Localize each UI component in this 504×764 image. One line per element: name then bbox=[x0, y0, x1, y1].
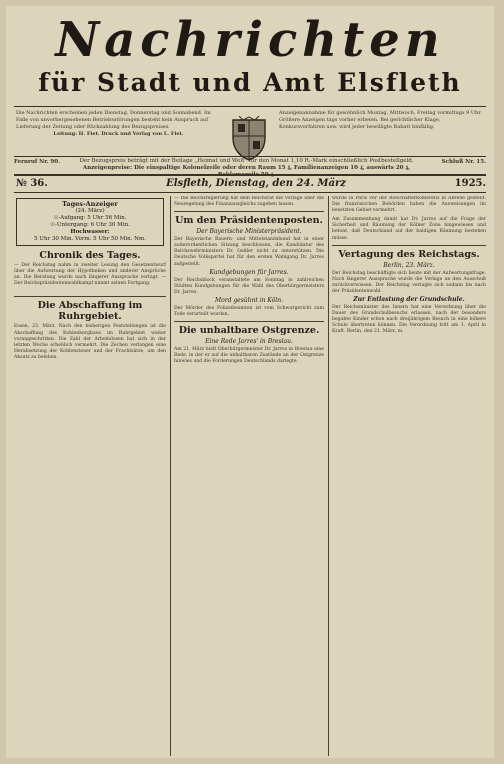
publisher-line: Leitung: H. Fiet. Druck und Verlag von L. Fiet. bbox=[53, 131, 184, 137]
col2-lead-text: — Die Reichsregierung hat dem Reichsrat die Vorlage über die Neuregelung des Finanzausgleichs zugehen lassen. bbox=[174, 196, 324, 208]
ostgrenze-heading: Die unhaltbare Ostgrenze. bbox=[178, 325, 320, 337]
ostgrenze-subhead: Eine Rede Jarres' in Breslau. bbox=[205, 338, 293, 346]
masthead-rule-top bbox=[14, 106, 486, 107]
praesident-heading: Um den Präsidentenposten. bbox=[175, 215, 323, 227]
newspaper-page bbox=[6, 6, 494, 758]
reichstag-heading: Vertagung des Reichstags. bbox=[338, 248, 480, 260]
tages-anzeiger-date: (24. März) bbox=[75, 208, 105, 214]
tages-anzeiger-line: ☉-Untergang: 6 Uhr 30 Min. bbox=[50, 222, 130, 228]
column-1 bbox=[14, 196, 166, 756]
masthead-subtitle: für Stadt und Amt Elsfleth bbox=[38, 68, 462, 97]
reichstag-text: Der Reichstag beschäftigte sich heute mit der Aufwertungsfrage. Nach längerer Aussprache wurde die Vorlage an den Ausschuß zurückverwiesen. Der Reichstag vertagte sich sodann bis nach der Präsidentenwahl. bbox=[332, 270, 486, 294]
dateline-rule-top bbox=[14, 174, 486, 176]
col3-lead-text: wurde in Paris vor der Botschafterkonferenz in Abrede gestellt. Die französischen Behörden haben die Ausweisungen im besetzten Gebiet vermehrt. bbox=[332, 196, 486, 214]
column-2 bbox=[174, 196, 324, 756]
jarres-subhead: Kundgebungen für Jarres. bbox=[209, 268, 289, 276]
praesident-text: Der Bayerische Bauern- und Mittelstandsbund hat in einer außerordentlichen Sitzung beschlossen, die Kandidatur des Reichswehrministers Dr. Geßler nicht zu unterstützen. Die Deutsche Volkspartei hat für den ersten Wahlgang Dr. Jarres aufgestellt. bbox=[174, 237, 324, 267]
tages-anzeiger-line: ☉-Aufgang: 5 Uhr 56 Min. bbox=[53, 215, 127, 221]
fernruf: Fernruf Nr. 90. bbox=[14, 159, 60, 165]
masthead-rule-mid bbox=[14, 156, 486, 157]
notice-left bbox=[16, 110, 221, 138]
ostgrenze-text: Am 21. März hielt Oberbürgermeister Dr. Jarres in Breslau eine Rede, in der er auf die unhaltbaren Zustände an der Ostgrenze hinwies und die Forderungen Deutschlands darlegte. bbox=[174, 347, 324, 365]
column-3 bbox=[332, 196, 486, 756]
schluss: Schluß Nr. 15. bbox=[441, 159, 486, 165]
notice-right: Anzeigenannahme für gewöhnlich Montag, Mittwoch, Freitag vormittags 9 Uhr. Größere Anzeigen tags vorher erbeten. Bei gerichtlicher Klage, Konkursverfahren usw. wird jeder bewilligte Rabatt hinfällig. bbox=[279, 110, 482, 130]
issue-number: № 36. bbox=[16, 178, 48, 189]
col3-mid-text: Am Zusammenhang damit hat Dr. Jarres auf die Frage der Sicherheit und Räumung der Kölner Zone hingewiesen und betont, daß Deutschland auf der baldigen Räumung bestehen müsse. bbox=[332, 217, 486, 241]
tages-anzeiger-line: Hochwasser: bbox=[70, 229, 110, 235]
price-line-2: Anzeigenpreise: Die einspaltige Kolonelzeile oder deren Raum 15 ₰, Familienanzeigen 10 ₰, auswärts 20 ₰, Reklamezeile 50 ₰. bbox=[82, 165, 411, 178]
tages-anzeiger-title: Tages-Anzeiger bbox=[62, 200, 118, 208]
chronik-text: — Der Reichstag nahm in zweiter Lesung den Gesetzentwurf über die Aufwertung der Hypotheken und anderer Ansprüche an. Die Beratung wurde nach längerer Aussprache vertagt. — Der Reichspräsidentenwahlkampf nimmt seinen Fortgang. bbox=[14, 263, 166, 287]
grundschule-text: Der Reichsminister des Innern hat eine Verordnung über die Dauer des Grundschulbesuchs erlassen, nach der besonders begabte Kinder schon nach dreijährigem Besuch in eine höhere Schule übertreten können. Die Verordnung tritt am 1. April in Kraft. Berlin, den 21. März, m. bbox=[332, 305, 486, 335]
dateline-rule-bottom bbox=[14, 192, 486, 193]
masthead-title: Nachrichten bbox=[55, 12, 445, 68]
tages-anzeiger-box bbox=[16, 198, 164, 246]
place-date: Elsfleth, Dienstag, den 24. März bbox=[166, 178, 346, 189]
praesident-subhead: Der Bayerische Ministerpräsident. bbox=[196, 228, 302, 236]
price-line-1: Der Bezugspreis beträgt mit der Beilage „Heimat und Welt“ für den Monat 1,10 R.-Mark einschließlich Postbestellgeld. bbox=[79, 158, 414, 164]
jarres-text: Der Reichsblock veranstaltete am Sonntag in zahlreichen Städten Kundgebungen für die Wahl des Oberbürgermeisters Dr. Jarres. bbox=[174, 277, 324, 295]
reichstag-subhead: Berlin, 23. März. bbox=[383, 261, 435, 269]
koeln-text: Der Mörder des Polizeibeamten ist vom Schwurgericht zum Tode verurteilt worden. bbox=[174, 305, 324, 318]
issue-year: 1925. bbox=[454, 178, 486, 189]
column-divider-1 bbox=[170, 196, 171, 756]
ruhr-heading: Die Abschaffung im Ruhrgebiet. bbox=[37, 300, 143, 323]
notice-left-text: Die Nachrichten erscheinen jeden Dienstag, Donnerstag und Sonnabend. Im Falle von unvorhergesehenen Betriebsstörungen besteht kein Anspruch auf Lieferung der Zeitung oder Rückzahlung des Bezugspreises. bbox=[16, 110, 211, 130]
ruhr-text: Essen, 23. März. Nach den bisherigen Feststellungen ist die Abschaffung des Kohlenbergbaus im Ruhrgebiet weiter vorangeschritten. Die Zahl der Arbeitslosen hat sich in der letzten Woche erheblich vermehrt. Die Zechen verlangen eine Herabsetzung der Kohlensteuer und der Frachtsätze, um den Absatz zu beleben. bbox=[14, 324, 166, 360]
chronik-heading: Chronik des Tages. bbox=[39, 250, 141, 261]
tages-anzeiger-line: 5 Uhr 30 Min. Vorm. 5 Uhr 50 Min. Nm. bbox=[34, 236, 146, 242]
column-divider-2 bbox=[328, 196, 329, 756]
grundschule-subhead: Zur Entlastung der Grundschule. bbox=[353, 296, 465, 304]
koeln-subhead: Mord gesühnt in Köln. bbox=[214, 296, 284, 304]
